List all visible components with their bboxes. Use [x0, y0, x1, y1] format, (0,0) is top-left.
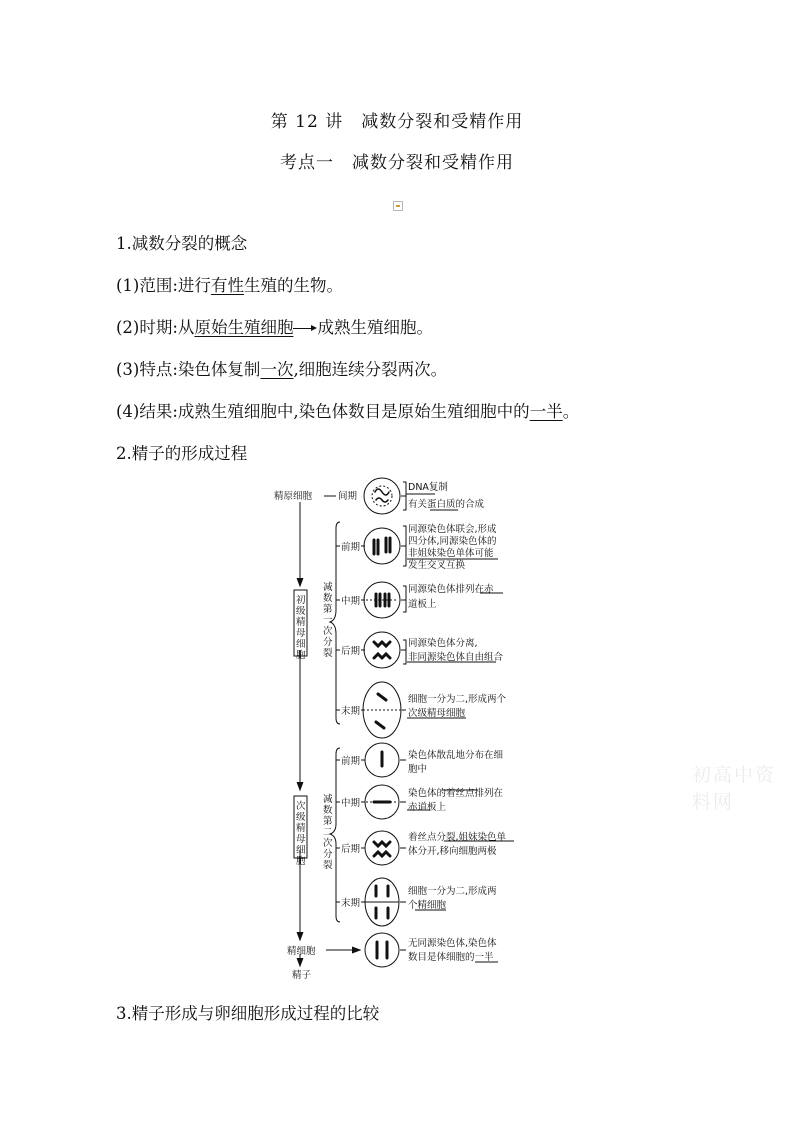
svg-text:裂: 裂: [323, 860, 333, 871]
concept-feature: [116, 356, 447, 380]
cell-m1-anaphase: [364, 632, 400, 668]
heading-meiosis-concept: 1.减数分裂的概念: [116, 234, 248, 253]
label-sperm: 精子: [292, 970, 312, 981]
note-spermatid-2: 数目是体细胞的一半: [408, 952, 494, 963]
sperm-formation-diagram: [270, 470, 530, 990]
note-m1-telophase-2: 次级精母细胞: [408, 708, 466, 719]
svg-text:减: 减: [323, 794, 333, 805]
result-answer: 一半: [529, 402, 563, 421]
arrow-right-icon: [293, 324, 317, 334]
label-m1-prophase: 前期: [341, 542, 361, 553]
range-text-a: (1)范围:进行: [116, 276, 211, 295]
label-spermatid: 精细胞: [287, 946, 316, 957]
note-m2-metaphase-1: 染色体的着丝点排列在: [408, 788, 504, 799]
note-m1-prophase-2: 四分体,同源染色体的: [408, 536, 497, 547]
note-m1-anaphase-1: 同源染色体分离,: [408, 638, 478, 649]
result-text-b: 。: [562, 402, 580, 421]
note-m2-prophase-1: 染色体散乱地分布在细: [408, 750, 504, 761]
range-text-b: 生殖的生物。: [243, 276, 343, 295]
svg-text:第: 第: [323, 604, 333, 615]
note-m2-anaphase-2: 体分开,移向细胞两极: [408, 846, 497, 857]
result-text-a: (4)结果:成熟生殖细胞中,染色体数目是原始生殖细胞中的: [116, 402, 530, 421]
label-spermatogonium: 精原细胞: [274, 491, 313, 502]
feature-text-b: ,细胞连续分裂两次。: [293, 360, 448, 379]
svg-text:胞: 胞: [296, 856, 306, 867]
period-text-b: 成熟生殖细胞。: [317, 318, 433, 337]
note-spermatid-1: 无同源染色体,染色体: [408, 938, 497, 949]
period-text-a: (2)时期:从: [116, 318, 195, 337]
svg-text:次: 次: [323, 838, 333, 849]
watermark: 初高中资料网: [692, 764, 777, 813]
cell-m2-anaphase: [365, 831, 399, 865]
svg-text:初: 初: [296, 595, 306, 606]
svg-text:母: 母: [296, 834, 306, 845]
note-m1-prophase-4: 发生交叉互换: [408, 560, 466, 571]
svg-text:母: 母: [296, 628, 306, 639]
label-m2-telophase: 末期: [341, 898, 361, 909]
period-answer: 原始生殖细胞: [194, 318, 294, 337]
feature-answer: 一次: [260, 360, 294, 379]
chapter-title: 第 12 讲 减数分裂和受精作用: [270, 112, 524, 132]
label-meiosis-1: [323, 581, 333, 659]
concept-period: [116, 314, 433, 338]
note-m2-prophase-2: 胞中: [408, 764, 428, 775]
cell-spermatid: [365, 933, 399, 967]
svg-text:胞: 胞: [296, 650, 306, 661]
svg-text:二: 二: [323, 827, 333, 838]
svg-text:细: 细: [296, 639, 306, 650]
heading-sperm-formation: 2.精子的形成过程: [116, 444, 248, 463]
note-m2-anaphase-1: 着丝点分裂,姐妹染色单: [408, 832, 507, 843]
label-m1-anaphase: 后期: [341, 646, 361, 657]
svg-text:数: 数: [323, 805, 333, 816]
svg-text:次: 次: [323, 626, 333, 637]
cell-interphase: [364, 478, 400, 514]
label-m1-metaphase: 中期: [341, 596, 361, 607]
section-title: 考点一 减数分裂和受精作用: [280, 153, 514, 173]
note-protein-synthesis: 有关蛋白质的合成: [408, 499, 485, 510]
svg-text:裂: 裂: [323, 648, 333, 659]
label-interphase: 间期: [338, 491, 358, 502]
label-primary-spermatocyte: [296, 594, 306, 661]
concept-range: [116, 272, 343, 296]
svg-text:细: 细: [296, 845, 306, 856]
feature-text-a: (3)特点:染色体复制: [116, 360, 261, 379]
svg-text:次: 次: [296, 801, 306, 812]
svg-text:分: 分: [323, 849, 333, 860]
label-secondary-spermatocyte: [296, 800, 306, 867]
svg-text:减: 减: [323, 582, 333, 593]
svg-text:级: 级: [296, 812, 306, 823]
note-m1-prophase-1: 同源染色体联会,形成: [408, 524, 497, 535]
note-m2-telophase-2: 个精细胞: [408, 900, 447, 911]
svg-text:级: 级: [296, 606, 306, 617]
svg-text:第: 第: [323, 816, 333, 827]
image-placeholder-icon: [393, 201, 403, 211]
label-m1-telophase: 末期: [341, 706, 361, 717]
note-m2-telophase-1: 细胞一分为二,形成两: [408, 886, 497, 897]
cell-m1-prophase: [364, 528, 400, 564]
note-m1-anaphase-2: 非同源染色体自由组合: [408, 652, 504, 663]
label-m2-anaphase: 后期: [341, 844, 361, 855]
note-m1-telophase-1: 细胞一分为二,形成两个: [408, 694, 507, 705]
concept-result: [116, 398, 579, 422]
svg-text:数: 数: [323, 593, 333, 604]
svg-text:精: 精: [296, 617, 306, 628]
range-answer: 有性: [210, 276, 244, 295]
note-m2-metaphase-2: 赤道板上: [408, 802, 447, 813]
note-m1-prophase-3: 非姐妹染色单体可能: [408, 548, 494, 559]
svg-text:精: 精: [296, 823, 306, 834]
note-m1-metaphase-2: 道板上: [408, 599, 437, 610]
heading-sperm-egg-comparison: 3.精子形成与卵细胞形成过程的比较: [116, 1004, 380, 1023]
label-meiosis-2: [323, 793, 333, 871]
svg-text:分: 分: [323, 637, 333, 648]
note-dna-replication: DNA复制: [408, 482, 448, 493]
svg-text:一: 一: [323, 615, 333, 626]
label-m2-metaphase: 中期: [341, 798, 361, 809]
label-m2-prophase: 前期: [341, 756, 361, 767]
note-m1-metaphase-1: 同源染色体排列在赤: [408, 584, 494, 595]
